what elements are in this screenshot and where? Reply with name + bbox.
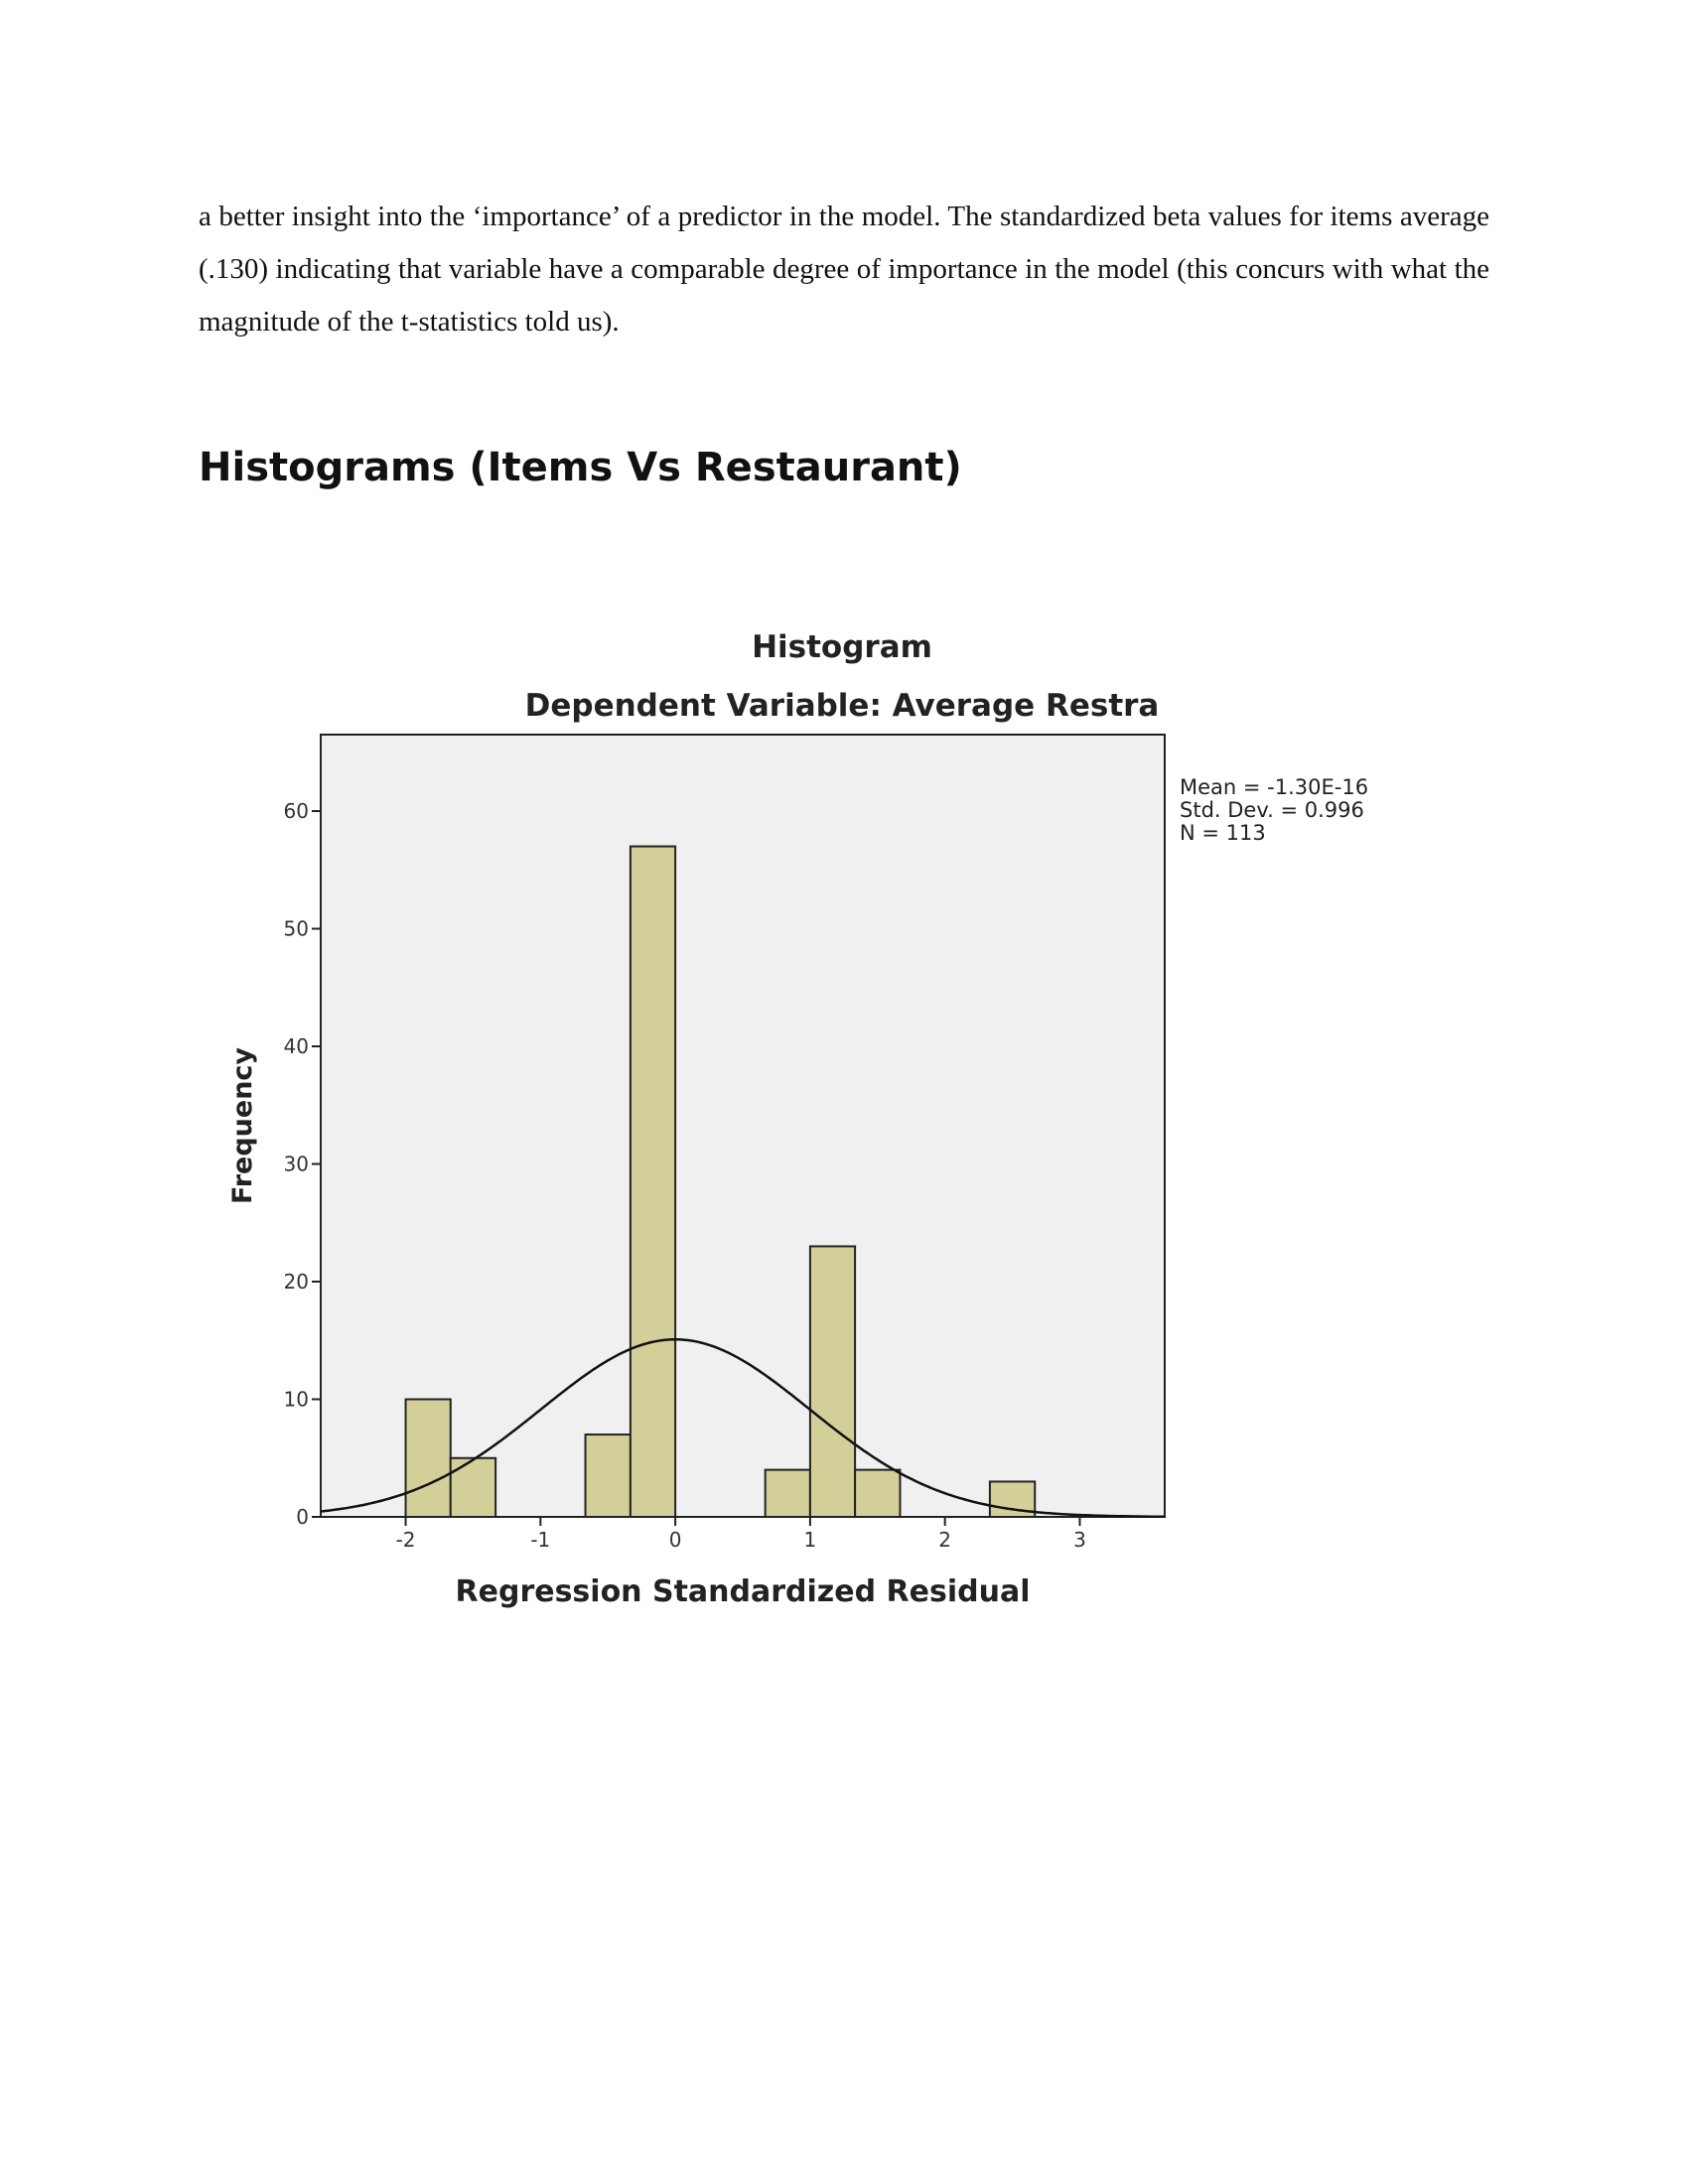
stat-std-dev: Std. Dev. = 0.996 xyxy=(1180,798,1364,822)
x-tick-label: 0 xyxy=(668,1528,682,1552)
y-tick-label: 50 xyxy=(283,916,309,941)
x-tick-label: -2 xyxy=(395,1528,416,1552)
chart-subtitle: Dependent Variable: Average Restra xyxy=(524,688,1160,724)
x-tick-label: 2 xyxy=(938,1528,952,1552)
y-tick-label: 0 xyxy=(296,1505,309,1529)
y-tick-label: 30 xyxy=(283,1152,309,1176)
y-tick-label: 20 xyxy=(283,1270,309,1295)
histogram-bar-2 xyxy=(586,1434,631,1517)
x-tick-label: -1 xyxy=(530,1528,551,1552)
histogram-bar-4 xyxy=(766,1470,810,1517)
y-tick-label: 10 xyxy=(283,1387,309,1412)
y-tick-label: 40 xyxy=(283,1034,309,1059)
x-tick-label: 1 xyxy=(803,1528,817,1552)
body-paragraph: a better insight into the ‘importance’ of a predictor in the model. The standardized beta values for items average (.130) indicating that variable have a comparable degree of importance in the model (this concurs with what the magnitude of the t-statistics told us). xyxy=(199,201,1489,338)
x-tick-label: 3 xyxy=(1073,1528,1086,1552)
histogram-bar-1 xyxy=(451,1458,495,1517)
y-axis-label: Frequency xyxy=(227,1046,258,1205)
histogram-bar-3 xyxy=(631,847,675,1517)
stat-n: N = 113 xyxy=(1180,821,1266,845)
chart-title: Histogram xyxy=(752,629,932,665)
x-axis-label: Regression Standardized Residual xyxy=(455,1574,1031,1609)
x-axis xyxy=(396,1517,1086,1552)
histogram-bar-0 xyxy=(406,1400,451,1517)
section-heading: Histograms (Items Vs Restaurant) xyxy=(199,445,962,490)
histogram-bar-5 xyxy=(810,1246,855,1517)
histogram-bar-6 xyxy=(855,1470,900,1517)
y-tick-label: 60 xyxy=(283,799,309,824)
y-axis xyxy=(284,799,321,1529)
stat-mean: Mean = -1.30E-16 xyxy=(1180,775,1369,799)
